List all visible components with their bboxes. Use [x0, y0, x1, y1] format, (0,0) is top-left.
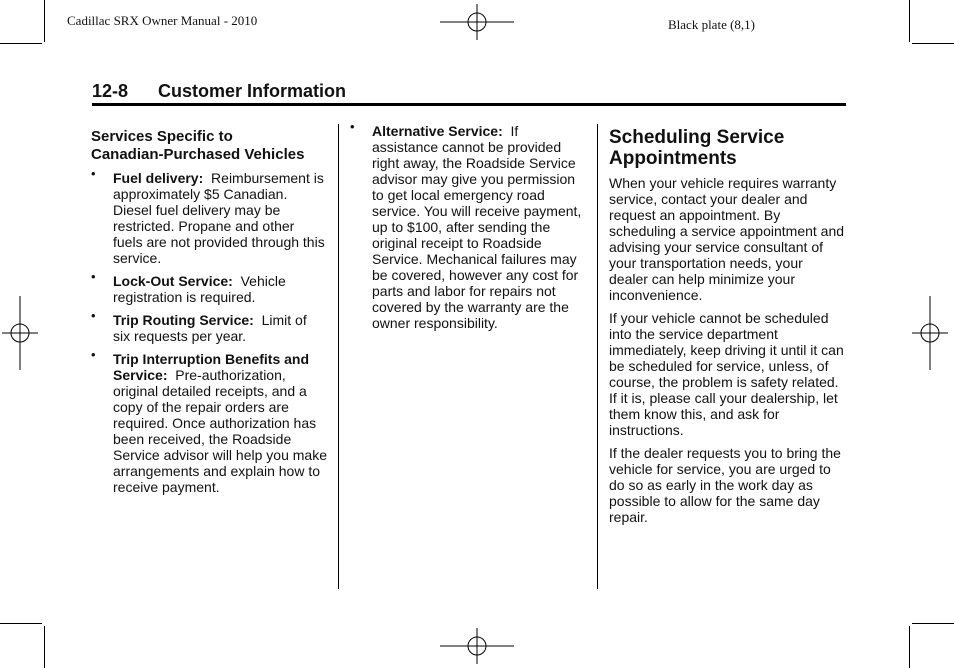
list-item	[91, 308, 327, 344]
crop-mark	[44, 626, 45, 668]
list-item-term: Trip Interruption Benefits and Service:	[113, 351, 310, 383]
bullet-icon: •	[91, 166, 96, 181]
page-number: 12-8	[92, 81, 129, 101]
paragraph: If your vehicle cannot be scheduled into the service department immediately, keep driving it until it can be scheduled for service, unless, of course, the problem is safety related. If it is, please call your dealership, let them know this, and ask for instructions.	[609, 310, 844, 438]
list-item-text: Reimbursement is approximately $5 Canadian. Diesel fuel delivery may be restricted. Propane and other fuels are not provided through this service.	[113, 170, 325, 266]
registration-mark-icon	[2, 296, 38, 370]
list-item	[350, 119, 588, 331]
list-item-text: Pre-authorization, original detailed receipts, and a copy of the repair orders are required. Once authorization has been received, the Roadside Service advisor will help you make arrangements and explain how to receive payment.	[113, 367, 327, 495]
crop-mark	[44, 0, 45, 42]
column-divider	[597, 124, 598, 589]
subsection-heading	[91, 128, 327, 164]
list-item-text: If assistance cannot be provided right away, the Roadside Service advisor may give you permission to get local emergency road service. You will receive payment, up to $100, after sending the original receipt to Roadside Service. Mechanical failures may be covered, however any cost for parts and labor for repairs not covered by the warranty are the owner responsibility.	[372, 123, 582, 331]
paragraph: When your vehicle requires warranty service, contact your dealer and request an appointment. By scheduling a service appointment and advising your service consultant of your transportation needs, your dealer can help minimize your inconvenience.	[609, 175, 845, 303]
crop-mark	[909, 626, 910, 668]
crop-mark	[912, 43, 954, 44]
bullet-icon: •	[91, 269, 96, 284]
page-heading	[92, 81, 846, 106]
list-item-term: Lock-Out Service:	[113, 273, 233, 289]
crop-mark	[0, 623, 42, 624]
section-title: Customer Information	[158, 81, 347, 101]
bullet-icon: •	[91, 347, 96, 362]
section-heading: Scheduling Service Appointments	[609, 127, 785, 169]
registration-mark-icon	[440, 4, 514, 40]
list-item	[91, 166, 327, 266]
list-item-text: Vehicle registration is required.	[113, 273, 286, 305]
list-item-term: Alternative Service:	[372, 123, 503, 139]
list-item-text: Limit of six requests per year.	[113, 312, 307, 344]
print-header-title: Cadillac SRX Owner Manual - 2010	[67, 13, 258, 28]
print-header-plate: Black plate (8,1)	[668, 17, 755, 32]
list-item	[91, 269, 327, 305]
crop-mark	[0, 43, 42, 44]
crop-mark	[909, 0, 910, 42]
list-item-term: Fuel delivery:	[113, 170, 204, 186]
bullet-icon: •	[350, 119, 355, 134]
list-item	[91, 347, 327, 495]
crop-mark	[912, 623, 954, 624]
registration-mark-icon	[440, 628, 514, 664]
registration-mark-icon	[912, 296, 948, 370]
subsection-heading-line: Canadian-Purchased Vehicles	[91, 146, 305, 163]
column-2	[350, 119, 588, 338]
paragraph: If the dealer requests you to bring the vehicle for service, you are urged to do so as early in the work day as possible to allow for the same day repair.	[609, 445, 841, 525]
subsection-heading-line: Services Specific to	[91, 128, 233, 145]
column-1	[91, 128, 327, 502]
column-divider	[338, 124, 339, 589]
list-item-term: Trip Routing Service:	[113, 312, 254, 328]
bullet-icon: •	[91, 308, 96, 323]
column-3	[609, 127, 845, 532]
